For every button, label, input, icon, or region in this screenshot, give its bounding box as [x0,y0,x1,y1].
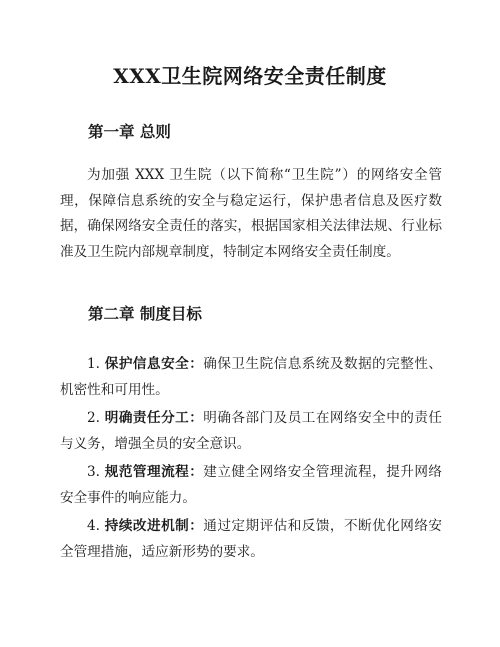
goal-term: 明确责任分工： [104,410,204,426]
goal-number: 4. [87,518,100,534]
goal-number: 3. [87,464,100,480]
goal-item-4 [60,514,442,565]
chapter-2-heading: 第二章 制度目标 [88,305,202,323]
goal-item-3 [60,460,442,511]
goal-term: 持续改进机制： [104,518,204,534]
goal-term: 保护信息安全： [104,356,204,372]
chapter-1-paragraph: 为加强 XXX 卫生院（以下简称“卫生院”）的网络安全管理，保障信息系统的安全与稳定运行，保护患者信息及医疗数据，确保网络安全责任的落实，根据国家相关法律法规、行业标准及卫生院内部规章制度，特制定本网络安全责任制度。 [60,167,442,260]
goal-item-1 [60,352,442,403]
chapter-1-heading: 第一章 总则 [88,123,171,141]
goal-number: 1. [87,356,100,372]
goal-text: 明确各部门及员工在网络安全中的责任与义务，增强全员的安全意识。 [60,410,443,452]
goal-item-2 [60,406,442,457]
goal-text: 确保卫生院信息系统及数据的完整性、机密性和可用性。 [60,356,443,398]
goal-list [60,352,442,568]
document-title: XXX卫生院网络安全责任制度 [113,64,387,88]
goal-term: 规范管理流程： [104,464,204,480]
goal-text: 通过定期评估和反馈，不断优化网络安全管理措施，适应新形势的要求。 [60,518,443,560]
goal-text: 建立健全网络安全管理流程，提升网络安全事件的响应能力。 [60,464,443,506]
goal-number: 2. [87,410,100,426]
